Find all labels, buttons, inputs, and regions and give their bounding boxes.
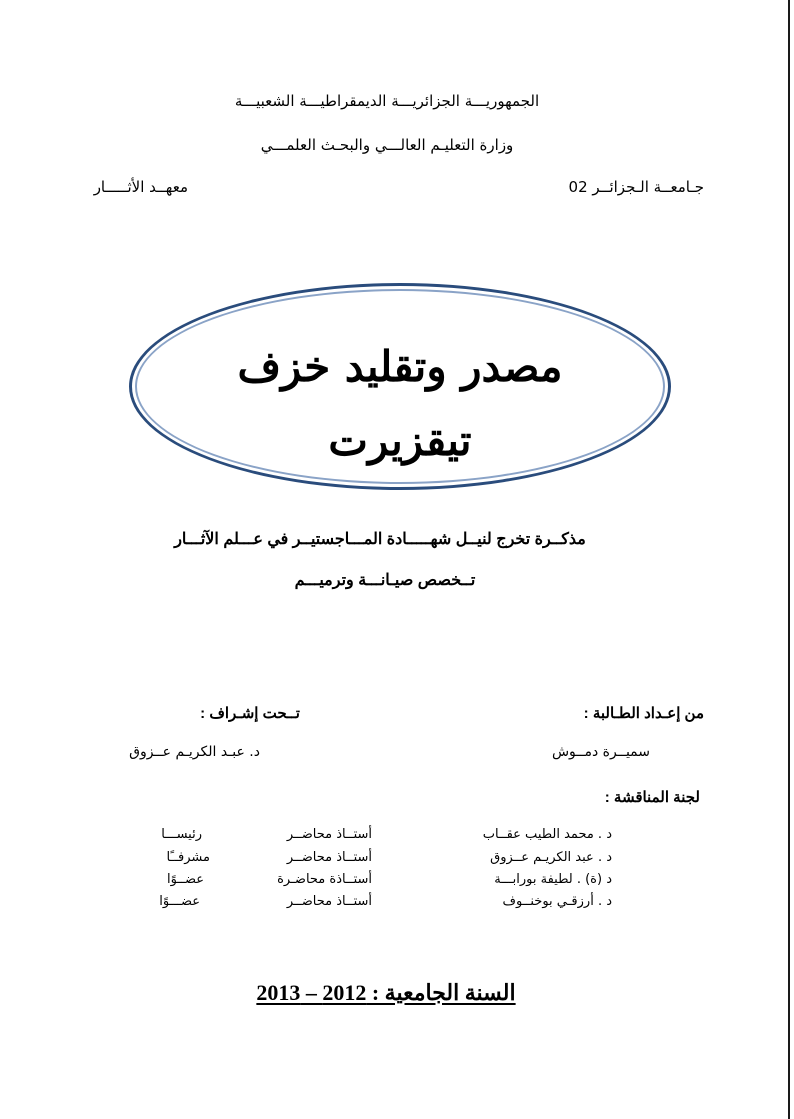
committee-member-name: د . محمد الطيب عقــاب	[482, 827, 612, 842]
academic-year: السنة الجامعية : 2012 – 2013	[256, 980, 516, 1005]
degree-statement: مذكــرة تخرج لنيــل شهـــــادة المـــاجستيــر في عـــلم الآثـــار	[174, 531, 586, 548]
committee-member-title: أستــاذة محاضـرة	[277, 872, 372, 887]
page-border	[788, 0, 790, 1119]
committee-member-role: عضـــوًا	[159, 894, 200, 909]
committee-member-title: أستــاذ محاضــر	[286, 894, 372, 909]
committee-member-name: د (ة) . لطيفة بورابـــة	[494, 872, 612, 887]
ministry-name: وزارة التعليـم العالـــي والبحـث العلمـــي	[260, 136, 514, 154]
republic-name: الجمهوريـــة الجزائريـــة الديمقراطيـــة الشعبيـــة	[234, 92, 540, 110]
committee-member-role: عضــوًا	[167, 872, 204, 887]
committee-member-title: أستــاذ محاضــر	[286, 827, 372, 842]
thesis-title-line1: مصدر وتقليد خزف	[237, 342, 563, 391]
thesis-title-line2: تيقزيرت	[328, 416, 472, 465]
committee-label: لجنة المناقشة :	[604, 789, 700, 806]
specialty-statement: تــخصص صيـانـــة وترميـــم	[294, 572, 476, 589]
supervisor-name: د. عبـد الكريـم عــزوق	[129, 744, 260, 760]
committee-member-role: مشرفــًا	[166, 850, 210, 865]
committee-member-title: أستــاذ محاضــر	[286, 850, 372, 865]
university-name: جـامعــة الـجزائــر 02	[568, 178, 704, 196]
student-name: سميــرة دمــوش	[551, 744, 650, 760]
supervision-label: تــحت إشـراف :	[200, 705, 300, 722]
committee-member-name: د . أرزقـي بوخنــوف	[502, 894, 612, 909]
institute-name: معهــد الأثـــــار	[93, 178, 188, 196]
committee-member-name: د . عبد الكريـم عــزوق	[490, 850, 612, 865]
prepared-by-label: من إعـداد الطـالبة :	[583, 705, 704, 722]
committee-member-role: رئيســـا	[161, 827, 202, 842]
